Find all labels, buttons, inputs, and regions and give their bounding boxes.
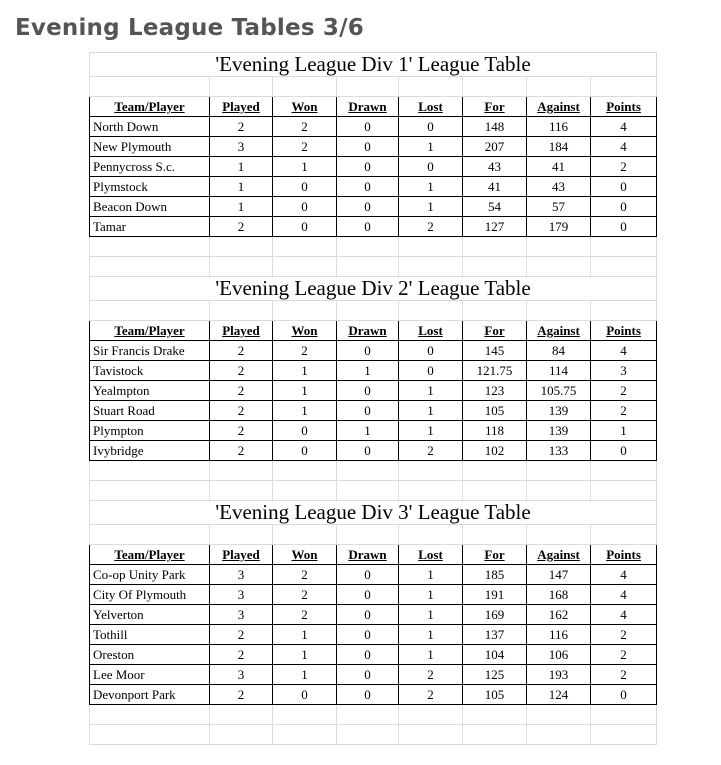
- cell-lost: 2: [399, 665, 463, 685]
- empty-cell: [463, 481, 527, 501]
- cell-lost: 1: [399, 197, 463, 217]
- cell-played: 2: [210, 381, 273, 401]
- cell-lost: 2: [399, 441, 463, 461]
- cell-lost: 2: [399, 685, 463, 705]
- empty-cell: [527, 525, 591, 545]
- blank-row: [90, 725, 657, 745]
- cell-drawn: 0: [337, 441, 399, 461]
- cell-against: 106: [527, 645, 591, 665]
- column-header-won: Won: [273, 545, 337, 565]
- empty-cell: [337, 481, 399, 501]
- cell-played: 1: [210, 177, 273, 197]
- cell-won: 1: [273, 665, 337, 685]
- cell-team-player: Beacon Down: [90, 197, 210, 217]
- empty-cell: [337, 257, 399, 277]
- column-header-row: [90, 545, 657, 565]
- cell-points: 4: [591, 117, 657, 137]
- empty-cell: [399, 257, 463, 277]
- empty-cell: [337, 705, 399, 725]
- cell-team-player: Tothill: [90, 625, 210, 645]
- cell-drawn: 0: [337, 117, 399, 137]
- cell-lost: 1: [399, 421, 463, 441]
- table-row: [90, 421, 657, 441]
- blank-row: [90, 301, 657, 321]
- column-header-team-player: Team/Player: [90, 321, 210, 341]
- cell-won: 2: [273, 605, 337, 625]
- cell-against: 124: [527, 685, 591, 705]
- cell-won: 0: [273, 217, 337, 237]
- column-header-points: Points: [591, 321, 657, 341]
- empty-cell: [527, 461, 591, 481]
- cell-drawn: 0: [337, 685, 399, 705]
- cell-won: 1: [273, 645, 337, 665]
- empty-cell: [527, 481, 591, 501]
- empty-cell: [337, 237, 399, 257]
- empty-cell: [463, 237, 527, 257]
- cell-won: 1: [273, 361, 337, 381]
- cell-team-player: Stuart Road: [90, 401, 210, 421]
- empty-cell: [337, 725, 399, 745]
- empty-cell: [90, 705, 210, 725]
- column-header-drawn: Drawn: [337, 545, 399, 565]
- empty-cell: [210, 257, 273, 277]
- cell-drawn: 0: [337, 217, 399, 237]
- table-row: [90, 645, 657, 665]
- empty-cell: [463, 77, 527, 97]
- cell-against: 133: [527, 441, 591, 461]
- cell-against: 84: [527, 341, 591, 361]
- column-header-points: Points: [591, 97, 657, 117]
- table-row: [90, 341, 657, 361]
- cell-points: 4: [591, 341, 657, 361]
- cell-won: 0: [273, 421, 337, 441]
- cell-for: 145: [463, 341, 527, 361]
- cell-played: 3: [210, 565, 273, 585]
- cell-points: 0: [591, 441, 657, 461]
- cell-played: 2: [210, 625, 273, 645]
- empty-cell: [591, 705, 657, 725]
- table-row: [90, 137, 657, 157]
- cell-drawn: 0: [337, 585, 399, 605]
- table-title-row: [90, 53, 657, 77]
- league-table-title: 'Evening League Div 2' League Table: [90, 277, 657, 301]
- empty-cell: [273, 257, 337, 277]
- cell-for: 148: [463, 117, 527, 137]
- empty-cell: [210, 77, 273, 97]
- empty-cell: [337, 77, 399, 97]
- column-header-row: [90, 321, 657, 341]
- column-header-for: For: [463, 545, 527, 565]
- empty-cell: [591, 301, 657, 321]
- empty-cell: [463, 725, 527, 745]
- cell-lost: 1: [399, 401, 463, 421]
- column-header-lost: Lost: [399, 321, 463, 341]
- empty-cell: [90, 77, 210, 97]
- empty-cell: [273, 301, 337, 321]
- cell-won: 2: [273, 585, 337, 605]
- league-table-title: 'Evening League Div 3' League Table: [90, 501, 657, 525]
- cell-team-player: Ivybridge: [90, 441, 210, 461]
- cell-team-player: Yealmpton: [90, 381, 210, 401]
- cell-won: 2: [273, 341, 337, 361]
- empty-cell: [273, 237, 337, 257]
- cell-against: 116: [527, 117, 591, 137]
- column-header-against: Against: [527, 97, 591, 117]
- empty-cell: [273, 705, 337, 725]
- column-header-drawn: Drawn: [337, 321, 399, 341]
- cell-points: 4: [591, 565, 657, 585]
- table-row: [90, 117, 657, 137]
- cell-played: 3: [210, 137, 273, 157]
- cell-lost: 1: [399, 625, 463, 645]
- column-header-won: Won: [273, 321, 337, 341]
- cell-lost: 0: [399, 117, 463, 137]
- cell-team-player: Co-op Unity Park: [90, 565, 210, 585]
- cell-lost: 1: [399, 177, 463, 197]
- cell-played: 2: [210, 341, 273, 361]
- cell-points: 4: [591, 585, 657, 605]
- cell-team-player: Pennycross S.c.: [90, 157, 210, 177]
- empty-cell: [210, 525, 273, 545]
- empty-cell: [399, 237, 463, 257]
- cell-lost: 1: [399, 645, 463, 665]
- column-header-team-player: Team/Player: [90, 545, 210, 565]
- cell-team-player: Tavistock: [90, 361, 210, 381]
- cell-team-player: Oreston: [90, 645, 210, 665]
- cell-for: 121.75: [463, 361, 527, 381]
- cell-points: 0: [591, 197, 657, 217]
- blank-row: [90, 481, 657, 501]
- cell-against: 168: [527, 585, 591, 605]
- empty-cell: [210, 301, 273, 321]
- cell-for: 41: [463, 177, 527, 197]
- cell-played: 2: [210, 421, 273, 441]
- cell-points: 0: [591, 217, 657, 237]
- cell-points: 4: [591, 137, 657, 157]
- cell-for: 105: [463, 401, 527, 421]
- cell-against: 139: [527, 421, 591, 441]
- cell-drawn: 0: [337, 381, 399, 401]
- table-row: [90, 401, 657, 421]
- empty-cell: [90, 461, 210, 481]
- cell-points: 0: [591, 685, 657, 705]
- empty-cell: [399, 301, 463, 321]
- cell-won: 1: [273, 401, 337, 421]
- spreadsheet-grid: [89, 52, 657, 745]
- cell-for: 118: [463, 421, 527, 441]
- table-row: [90, 381, 657, 401]
- empty-cell: [273, 725, 337, 745]
- empty-cell: [210, 705, 273, 725]
- blank-row: [90, 525, 657, 545]
- cell-team-player: Sir Francis Drake: [90, 341, 210, 361]
- table-row: [90, 665, 657, 685]
- column-header-for: For: [463, 97, 527, 117]
- empty-cell: [90, 481, 210, 501]
- cell-points: 2: [591, 665, 657, 685]
- empty-cell: [463, 461, 527, 481]
- empty-cell: [591, 77, 657, 97]
- cell-against: 139: [527, 401, 591, 421]
- empty-cell: [90, 237, 210, 257]
- cell-drawn: 0: [337, 401, 399, 421]
- cell-for: 207: [463, 137, 527, 157]
- cell-played: 2: [210, 401, 273, 421]
- table-row: [90, 177, 657, 197]
- cell-won: 2: [273, 565, 337, 585]
- cell-team-player: Yelverton: [90, 605, 210, 625]
- cell-team-player: New Plymouth: [90, 137, 210, 157]
- table-row: [90, 585, 657, 605]
- table-row: [90, 565, 657, 585]
- cell-points: 2: [591, 381, 657, 401]
- cell-played: 2: [210, 361, 273, 381]
- cell-points: 2: [591, 401, 657, 421]
- empty-cell: [90, 525, 210, 545]
- column-header-points: Points: [591, 545, 657, 565]
- cell-played: 3: [210, 585, 273, 605]
- cell-drawn: 0: [337, 157, 399, 177]
- empty-cell: [210, 237, 273, 257]
- cell-lost: 1: [399, 585, 463, 605]
- cell-lost: 0: [399, 361, 463, 381]
- cell-team-player: City Of Plymouth: [90, 585, 210, 605]
- empty-cell: [527, 301, 591, 321]
- cell-drawn: 0: [337, 137, 399, 157]
- column-header-row: [90, 97, 657, 117]
- cell-won: 0: [273, 441, 337, 461]
- cell-won: 0: [273, 685, 337, 705]
- cell-for: 125: [463, 665, 527, 685]
- cell-against: 43: [527, 177, 591, 197]
- cell-points: 2: [591, 645, 657, 665]
- cell-for: 104: [463, 645, 527, 665]
- cell-played: 1: [210, 197, 273, 217]
- cell-drawn: 1: [337, 361, 399, 381]
- blank-row: [90, 257, 657, 277]
- cell-points: 3: [591, 361, 657, 381]
- cell-won: 0: [273, 197, 337, 217]
- cell-drawn: 0: [337, 625, 399, 645]
- empty-cell: [527, 237, 591, 257]
- cell-drawn: 0: [337, 177, 399, 197]
- empty-cell: [463, 257, 527, 277]
- table-title-row: [90, 501, 657, 525]
- cell-won: 0: [273, 177, 337, 197]
- cell-against: 193: [527, 665, 591, 685]
- empty-cell: [591, 461, 657, 481]
- cell-for: 137: [463, 625, 527, 645]
- empty-cell: [527, 257, 591, 277]
- empty-cell: [591, 525, 657, 545]
- cell-for: 105: [463, 685, 527, 705]
- empty-cell: [210, 725, 273, 745]
- cell-won: 1: [273, 157, 337, 177]
- table-row: [90, 157, 657, 177]
- cell-points: 1: [591, 421, 657, 441]
- empty-cell: [273, 461, 337, 481]
- empty-cell: [527, 77, 591, 97]
- blank-row: [90, 461, 657, 481]
- empty-cell: [591, 725, 657, 745]
- cell-played: 2: [210, 685, 273, 705]
- column-header-played: Played: [210, 545, 273, 565]
- cell-against: 114: [527, 361, 591, 381]
- cell-for: 191: [463, 585, 527, 605]
- table-row: [90, 605, 657, 625]
- column-header-won: Won: [273, 97, 337, 117]
- cell-played: 3: [210, 605, 273, 625]
- empty-cell: [210, 461, 273, 481]
- empty-cell: [527, 725, 591, 745]
- empty-cell: [337, 301, 399, 321]
- column-header-lost: Lost: [399, 97, 463, 117]
- cell-won: 2: [273, 137, 337, 157]
- column-header-against: Against: [527, 321, 591, 341]
- cell-points: 2: [591, 625, 657, 645]
- cell-team-player: Lee Moor: [90, 665, 210, 685]
- league-tables-sheet: [89, 52, 656, 762]
- empty-cell: [399, 725, 463, 745]
- cell-for: 54: [463, 197, 527, 217]
- cell-drawn: 0: [337, 197, 399, 217]
- empty-cell: [399, 705, 463, 725]
- cell-against: 57: [527, 197, 591, 217]
- cell-won: 1: [273, 625, 337, 645]
- blank-row: [90, 705, 657, 725]
- cell-lost: 1: [399, 565, 463, 585]
- cell-lost: 2: [399, 217, 463, 237]
- empty-cell: [399, 481, 463, 501]
- empty-cell: [337, 525, 399, 545]
- cell-team-player: Plympton: [90, 421, 210, 441]
- cell-drawn: 0: [337, 645, 399, 665]
- empty-cell: [273, 77, 337, 97]
- league-table-title: 'Evening League Div 1' League Table: [90, 53, 657, 77]
- column-header-played: Played: [210, 321, 273, 341]
- empty-cell: [90, 257, 210, 277]
- cell-played: 2: [210, 217, 273, 237]
- empty-cell: [337, 461, 399, 481]
- cell-points: 0: [591, 177, 657, 197]
- cell-team-player: Devonport Park: [90, 685, 210, 705]
- column-header-for: For: [463, 321, 527, 341]
- table-row: [90, 217, 657, 237]
- empty-cell: [591, 257, 657, 277]
- page-title: Evening League Tables 3/6: [15, 15, 364, 41]
- cell-against: 147: [527, 565, 591, 585]
- cell-drawn: 0: [337, 341, 399, 361]
- cell-drawn: 0: [337, 565, 399, 585]
- cell-against: 105.75: [527, 381, 591, 401]
- cell-drawn: 0: [337, 605, 399, 625]
- blank-row: [90, 77, 657, 97]
- cell-team-player: Tamar: [90, 217, 210, 237]
- table-row: [90, 361, 657, 381]
- column-header-played: Played: [210, 97, 273, 117]
- empty-cell: [399, 77, 463, 97]
- cell-played: 1: [210, 157, 273, 177]
- cell-played: 2: [210, 117, 273, 137]
- cell-won: 1: [273, 381, 337, 401]
- table-row: [90, 625, 657, 645]
- table-row: [90, 441, 657, 461]
- column-header-lost: Lost: [399, 545, 463, 565]
- column-header-against: Against: [527, 545, 591, 565]
- empty-cell: [463, 301, 527, 321]
- cell-played: 3: [210, 665, 273, 685]
- empty-cell: [399, 525, 463, 545]
- cell-lost: 0: [399, 157, 463, 177]
- cell-against: 184: [527, 137, 591, 157]
- empty-cell: [463, 705, 527, 725]
- table-title-row: [90, 277, 657, 301]
- cell-won: 2: [273, 117, 337, 137]
- empty-cell: [90, 725, 210, 745]
- cell-against: 41: [527, 157, 591, 177]
- empty-cell: [90, 301, 210, 321]
- cell-for: 102: [463, 441, 527, 461]
- cell-for: 123: [463, 381, 527, 401]
- cell-drawn: 1: [337, 421, 399, 441]
- empty-cell: [273, 481, 337, 501]
- cell-lost: 1: [399, 137, 463, 157]
- cell-for: 185: [463, 565, 527, 585]
- blank-row: [90, 237, 657, 257]
- cell-points: 2: [591, 157, 657, 177]
- cell-lost: 1: [399, 381, 463, 401]
- cell-team-player: North Down: [90, 117, 210, 137]
- cell-for: 127: [463, 217, 527, 237]
- cell-against: 179: [527, 217, 591, 237]
- column-header-team-player: Team/Player: [90, 97, 210, 117]
- empty-cell: [463, 525, 527, 545]
- empty-cell: [591, 481, 657, 501]
- table-row: [90, 685, 657, 705]
- cell-points: 4: [591, 605, 657, 625]
- empty-cell: [273, 525, 337, 545]
- empty-cell: [399, 461, 463, 481]
- cell-played: 2: [210, 645, 273, 665]
- empty-cell: [210, 481, 273, 501]
- cell-against: 162: [527, 605, 591, 625]
- empty-cell: [591, 237, 657, 257]
- empty-cell: [527, 705, 591, 725]
- cell-against: 116: [527, 625, 591, 645]
- cell-for: 43: [463, 157, 527, 177]
- cell-lost: 1: [399, 605, 463, 625]
- cell-team-player: Plymstock: [90, 177, 210, 197]
- cell-played: 2: [210, 441, 273, 461]
- column-header-drawn: Drawn: [337, 97, 399, 117]
- cell-for: 169: [463, 605, 527, 625]
- cell-lost: 0: [399, 341, 463, 361]
- table-row: [90, 197, 657, 217]
- cell-drawn: 0: [337, 665, 399, 685]
